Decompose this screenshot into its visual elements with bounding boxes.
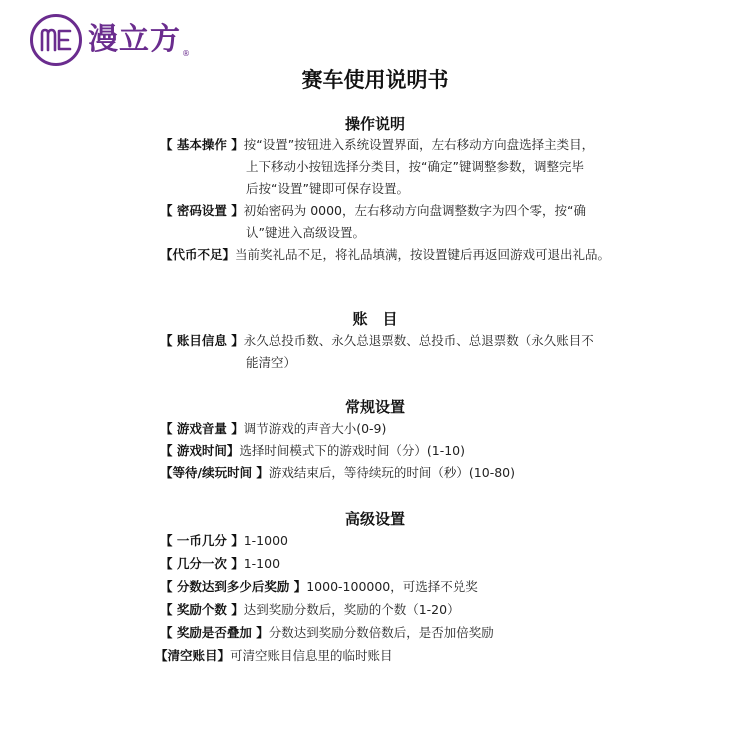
item-tag: 【 奖励是否叠加 】 [160,625,269,640]
brand-mark-icon [30,14,82,66]
brand-logo [30,14,190,66]
list-item [160,530,288,552]
item-tag: 【 分数达到多少后奖励 】 [160,579,307,594]
list-item [160,330,594,352]
item-tag: 【 奖励个数 】 [160,602,244,617]
list-item [160,462,515,484]
list-item [160,200,586,222]
item-tag: 【 几分一次 】 [160,556,244,571]
list-item [160,576,478,598]
item-text: 永久总投币数、永久总退票数、总投币、总退票数（永久账目不 [243,333,594,348]
item-text: 1000-100000，可选择不兑奖 [306,579,478,594]
list-item [160,553,280,575]
list-item [160,134,594,156]
item-tag: 【 密码设置 】 [160,203,244,218]
page-title: 赛车使用说明书 [301,68,449,92]
item-text: 分数达到奖励分数倍数后，是否加倍奖励 [268,625,494,640]
item-tag: 【等待/续玩时间 】 [160,465,269,480]
item-text: 调节游戏的声音大小(0-9) [243,421,387,436]
item-text-continued: 上下移动小按钮选择分类目，按“确定”键调整参数，调整完毕 [246,159,584,174]
item-text: 选择时间模式下的游戏时间（分）(1-10) [239,443,465,458]
list-item [160,244,610,266]
section-heading-general: 常规设置 [344,398,405,416]
item-text-continued: 能清空） [246,355,297,370]
item-tag: 【清空账目】 [155,648,231,663]
item-tag: 【 账目信息 】 [160,333,244,348]
item-tag: 【 游戏音量 】 [160,421,244,436]
item-text: 游戏结束后，等待续玩的时间（秒）(10-80) [268,465,515,480]
item-text-continued: 后按“设置”键即可保存设置。 [246,181,409,196]
item-text: 按“设置”按钮进入系统设置界面，左右移动方向盘选择主类目， [243,137,595,152]
list-item [160,418,386,440]
item-text: 1-1000 [243,533,288,548]
section-heading-operation: 操作说明 [344,115,405,133]
item-tag: 【 一币几分 】 [160,533,244,548]
brand-registered-mark: ® [182,49,190,58]
list-item [160,599,460,621]
item-text: 当前奖礼品不足，将礼品填满，按设置键后再返回游戏可退出礼品。 [235,247,611,262]
item-tag: 【 基本操作 】 [160,137,244,152]
list-item [160,440,465,462]
item-tag: 【代币不足】 [160,247,236,262]
item-text: 1-100 [243,556,281,571]
brand-name: 漫立方 [88,22,181,57]
item-text: 初始密码为 0000，左右移动方向盘调整数字为四个零，按“确 [243,203,586,218]
item-tag: 【 游戏时间】 [160,443,240,458]
item-text: 可清空账目信息里的临时账目 [230,648,393,663]
list-item [155,645,393,667]
section-heading-advanced: 高级设置 [344,510,405,528]
list-item [160,622,494,644]
item-text: 达到奖励分数后，奖励的个数（1-20） [243,602,460,617]
section-heading-account: 账 目 [352,310,398,328]
item-text-continued: 认”键进入高级设置。 [246,225,365,240]
